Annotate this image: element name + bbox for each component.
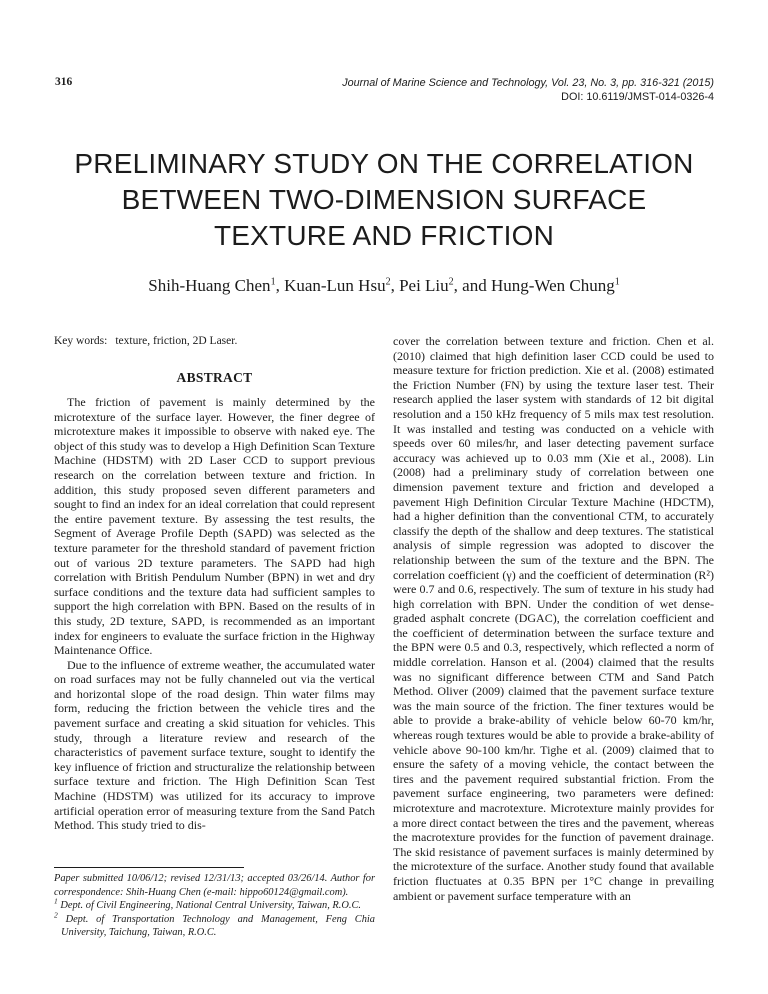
doi-line: DOI: 10.6119/JMST-014-0326-4 [561,91,714,103]
abstract-paragraph-1: The friction of pavement is mainly determined by the microtexture of the surface layer. However, the finer degree of microtexture makes it impossible to observe with naked eye. The object of this study was to develop a High Definition Scan Texture Machine (HDSTM) with 2D Laser CCD to support previous research on the correlation between texture and friction. In addition, this study proposed seven different parameters and sought to find an index for an ideal correlation that could represent the entire pavement texture. By assessing the test results, the Segment of Average Profile Depth (SAPD) was selected as the texture parameter for the threshold standard of pavement friction out of various 2D texture parameters. The SAPD had high correlation with British Pendulum Number (BPN) in wet and dry surface conditions and the texture data had sufficient samples to support the high correlation with BPN. Based on the results of in this study, 2D texture, SAPD, is recommended as an important index for engineers to evaluate the surface friction in the Highway Maintenance Office. [54,395,375,658]
keywords-label: Key words: [54,335,108,347]
author-name: Shih-Huang Chen [148,276,271,295]
abstract-heading: ABSTRACT [176,370,253,385]
footnote-affiliation-2-text: Dept. of Transportation Technology and Management, Feng Chia University, Taichung, Taiwan, R.O.C. [61,913,375,939]
keywords-line [54,334,375,348]
running-header [55,76,714,104]
paper-title-line-2: BETWEEN TWO-DIMENSION SURFACE [121,184,647,215]
author-affiliation-marker: 1 [614,276,620,288]
paper-title [0,146,768,254]
footnote-marker-1: 1 [54,896,58,906]
author-affiliation-marker: 2 [385,276,391,288]
two-column-body [54,334,714,940]
page-number: 316 [55,76,73,88]
body-continuation-text: cover the correlation between texture and friction. Chen et al. (2010) claimed that high definition laser CCD could be used to measure texture for friction prediction. Xie et al. (2008) estimated the Friction Number (FN) by using the texture laser test. Their research applied the laser system with standards of 12 bit digital resolution and a 150 kHz frequency of 5 mils max test resolution. It was installed and testing was conducted on a vehicle with speeds over 60 miles/hr, and laser detecting pavement surface accuracy was achieved up to 0.03 mm (Xie et al., 2008). Lin (2008) had a preliminary study of correlation between one dimension pavement texture and friction and developed a pavement High Definition Circular Texture Machine (HDCTM), had a higher definition than the conventional CTM, to accurately classify the depth of the shallow and deep textures. The statistical analysis of simple regression was adopted to discover the relationship between the sum of the texture and the BPN. The correlation coefficient (γ) and the coefficient of determination (R²) were 0.7 and 0.6, respectively. The sum of texture in his study had high correlation with BPN. Under the condition of wet dense-graded asphalt concrete (DGAC), the correlation coefficient and the coefficient of determination between the surface texture and the BPN were 0.5 and 0.3, respectively, which reflected a norm of middle correlation. Hanson et al. (2004) claimed that the results was no significant difference between CTM and Sand Patch Method. Oliver (2009) claimed that the pavement surface texture was the main source of the friction. The finer textures would be able to provide a brake-ability of vehicle below 60-70 km/hr, whereas rough textures would be able to provide a brake-ability of vehicle above 90-100 km/hr. Tighe et al. (2009) claimed that to ensure the safety of a moving vehicle, the contact between the tires and the pavement required substantial friction. From the pavement surface engineering, two parameters were defined: microtexture and macrotexture. Microtexture mainly provides for a more direct contact between the tires and the pavement, whereas the macrotexture provides for the function of pavement drainage. The skid resistance of pavement surfaces is mainly determined by the microtexture of the surface. Another study found that available friction fluctuates at 0.35 BPN per 1°C change in prevailing ambient or pavement surface temperature with an [393,334,714,903]
journal-citation: Journal of Marine Science and Technology, Vol. 23, No. 3, pp. 316-321 (2015) [342,77,714,89]
footnote-rule [54,867,244,868]
journal-citation-block [342,76,714,104]
author-name: , and Hung-Wen Chung [453,276,615,295]
author-affiliation-marker: 2 [448,276,454,288]
footnote-affiliation-2 [54,910,375,940]
author-name: , Pei Liu [390,276,449,295]
keywords-text: texture, friction, 2D Laser. [115,335,238,347]
author-name: , Kuan-Lun Hsu [275,276,386,295]
left-column [54,334,375,940]
paper-title-line-3: TEXTURE AND FRICTION [213,220,554,251]
footnote-affiliation-1 [54,896,375,913]
footnote-submission: Paper submitted 10/06/12; revised 12/31/13; accepted 03/26/14. Author for correspondence: Shih-Huang Chen (e-mail: hippo60124@gmail.com). [54,873,375,898]
footnote-affiliation-1-text: Dept. of Civil Engineering, National Central University, Taiwan, R.O.C. [60,900,362,912]
authors-line [0,276,768,296]
paper-title-line-1: PRELIMINARY STUDY ON THE CORRELATION [74,148,694,179]
right-column [393,334,714,940]
footnote-block [54,867,375,940]
footnote-marker-2: 2 [54,910,58,920]
abstract-paragraph-2: Due to the influence of extreme weather, the accumulated water on road surfaces may not be fully channeled out via the vertical and horizontal slope of the road design. Thin water films may form, reducing the friction between the vehicle tires and the pavement surface and creating a skid situation for vehicles. This study, through a literature review and research of the characteristics of pavement surface texture, sought to identify the key influence of friction and structuralize the relationship between surface texture and friction. The High Definition Scan Test Machine (HDSTM) was utilized for its accuracy to improve artificial operation error of measuring texture from the Sand Patch Method. This study tried to dis- [54,657,375,833]
author-affiliation-marker: 1 [270,276,276,288]
